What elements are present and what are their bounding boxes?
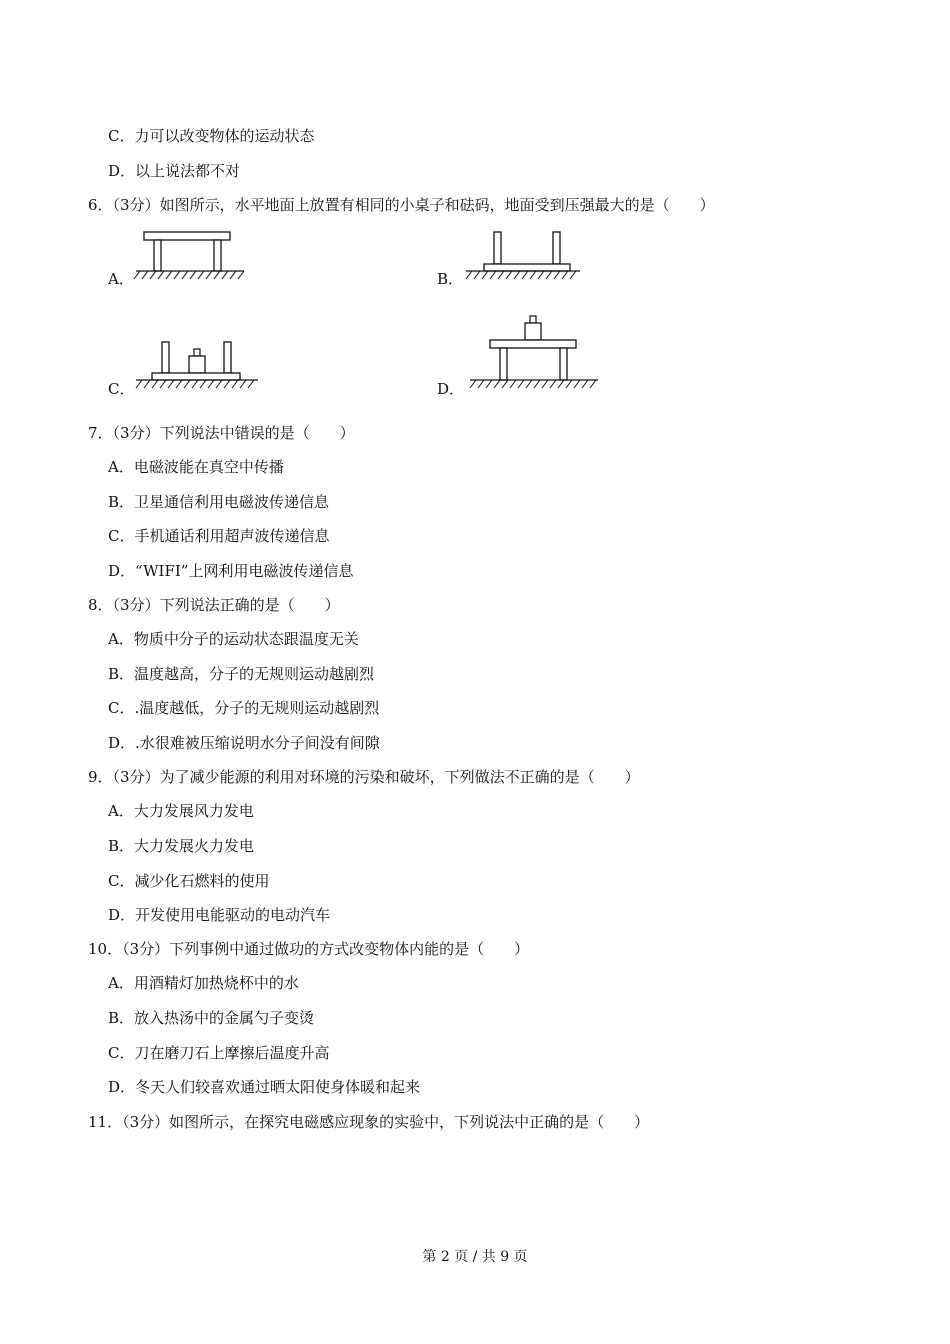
fig-label-d: D． — [437, 380, 465, 398]
fig-label-a: A． — [108, 270, 134, 288]
figure-c-table-inverted-with-weight — [130, 336, 266, 394]
question-8: 8．（3分）下列说法正确的是（ ） — [88, 596, 340, 614]
q7-option-b: B．卫星通信利用电磁波传递信息 — [108, 493, 330, 511]
figure-d-table-upright-with-weight — [462, 312, 602, 394]
q10-option-a: A．用酒精灯加热烧杯中的水 — [108, 974, 299, 992]
figure-b-table-inverted — [460, 228, 590, 284]
q10-option-c: C．刀在磨刀石上摩擦后温度升高 — [108, 1044, 330, 1062]
page-footer: 第 2 页 / 共 9 页 — [422, 1249, 528, 1265]
q9-option-a: A．大力发展风力发电 — [108, 802, 254, 820]
q5-option-c: C．力可以改变物体的运动状态 — [108, 127, 315, 145]
q8-option-c: C．.温度越低，分子的无规则运动越剧烈 — [108, 699, 380, 717]
q5-option-d: D．以上说法都不对 — [108, 162, 241, 180]
q7-option-d: D．“WIFI”上网利用电磁波传递信息 — [108, 562, 354, 580]
q7-option-a: A．电磁波能在真空中传播 — [108, 458, 284, 476]
q8-option-a: A．物质中分子的运动状态跟温度无关 — [108, 630, 359, 648]
question-9: 9．（3分）为了减少能源的利用对环境的污染和破坏，下列做法不正确的是（ ） — [88, 768, 640, 786]
question-10: 10．（3分）下列事例中通过做功的方式改变物体内能的是（ ） — [88, 940, 530, 958]
question-6: 6．（3分）如图所示，水平地面上放置有相同的小桌子和砝码，地面受到压强最大的是（ ） — [88, 196, 715, 214]
q7-option-c: C．手机通话利用超声波传递信息 — [108, 527, 330, 545]
q9-option-d: D．开发使用电能驱动的电动汽车 — [108, 906, 331, 924]
fig-label-b: B． — [437, 270, 464, 288]
q8-option-d: D．.水很难被压缩说明水分子间没有间隙 — [108, 734, 380, 752]
q9-option-c: C．减少化石燃料的使用 — [108, 872, 270, 890]
figure-a-table-upright — [130, 228, 250, 284]
fig-label-c: C． — [108, 380, 135, 398]
q8-option-b: B．温度越高，分子的无规则运动越剧烈 — [108, 665, 375, 683]
q9-option-b: B．大力发展火力发电 — [108, 837, 255, 855]
question-7: 7．（3分）下列说法中错误的是（ ） — [88, 424, 355, 442]
question-11: 11．（3分）如图所示，在探究电磁感应现象的实验中，下列说法中正确的是（ ） — [88, 1113, 650, 1131]
q10-option-b: B．放入热汤中的金属勺子变烫 — [108, 1009, 315, 1027]
q10-option-d: D．冬天人们较喜欢通过晒太阳使身体暖和起来 — [108, 1078, 421, 1096]
